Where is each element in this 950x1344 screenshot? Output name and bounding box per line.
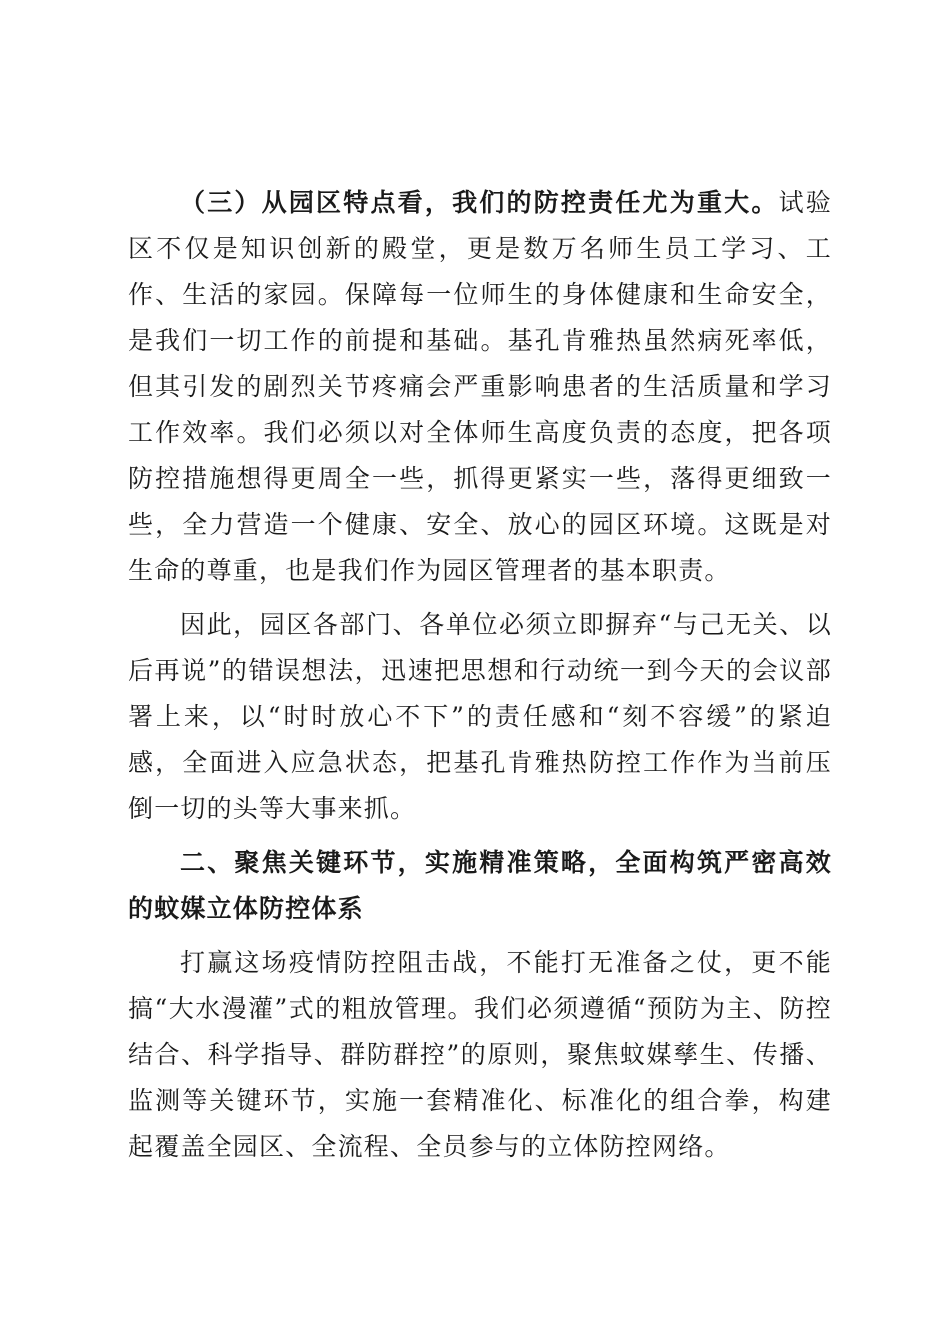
paragraph-therefore: 因此，园区各部门、各单位必须立即摒弃“与己无关、以后再说”的错误想法，迅速把思想和行动统一到今天的会议部署上来，以“时时放心不下”的责任感和“刻不容缓”的紧迫感，全面进入应急状态，把基孔肯雅热防控工作作为当前压倒一切的头等大事来抓。: [128, 610, 832, 823]
document-body: [128, 180, 832, 1170]
paragraph-responsibility: [128, 180, 832, 594]
section-heading-two: 二、聚焦关键环节，实施精准策略，全面构筑严密高效的蚊媒立体防控体系: [128, 848, 832, 923]
paragraph-body-text: 试验区不仅是知识创新的殿堂，更是数万名师生员工学习、工作、生活的家园。保障每一位师生的身体健康和生命安全，是我们一切工作的前提和基础。基孔肯雅热虽然病死率低，但其引发的剧烈关节疼痛会严重影响患者的生活质量和学习工作效率。我们必须以对全体师生高度负责的态度，把各项防控措施想得更周全一些，抓得更紧实一些，落得更细致一些，全力营造一个健康、安全、放心的园区环境。这既是对生命的尊重，也是我们作为园区管理者的基本职责。: [128, 188, 833, 585]
paragraph-strategy: 打赢这场疫情防控阻击战，不能打无准备之仗，更不能搞“大水漫灌”式的粗放管理。我们必须遵循“预防为主、防控结合、科学指导、群防群控”的原则，聚焦蚊媒孳生、传播、监测等关键环节，实施一套精准化、标准化的组合拳，构建起覆盖全园区、全流程、全员参与的立体防控网络。: [128, 948, 832, 1161]
paragraph-lead-heading: （三）从园区特点看，我们的防控责任尤为重大。: [180, 188, 779, 217]
